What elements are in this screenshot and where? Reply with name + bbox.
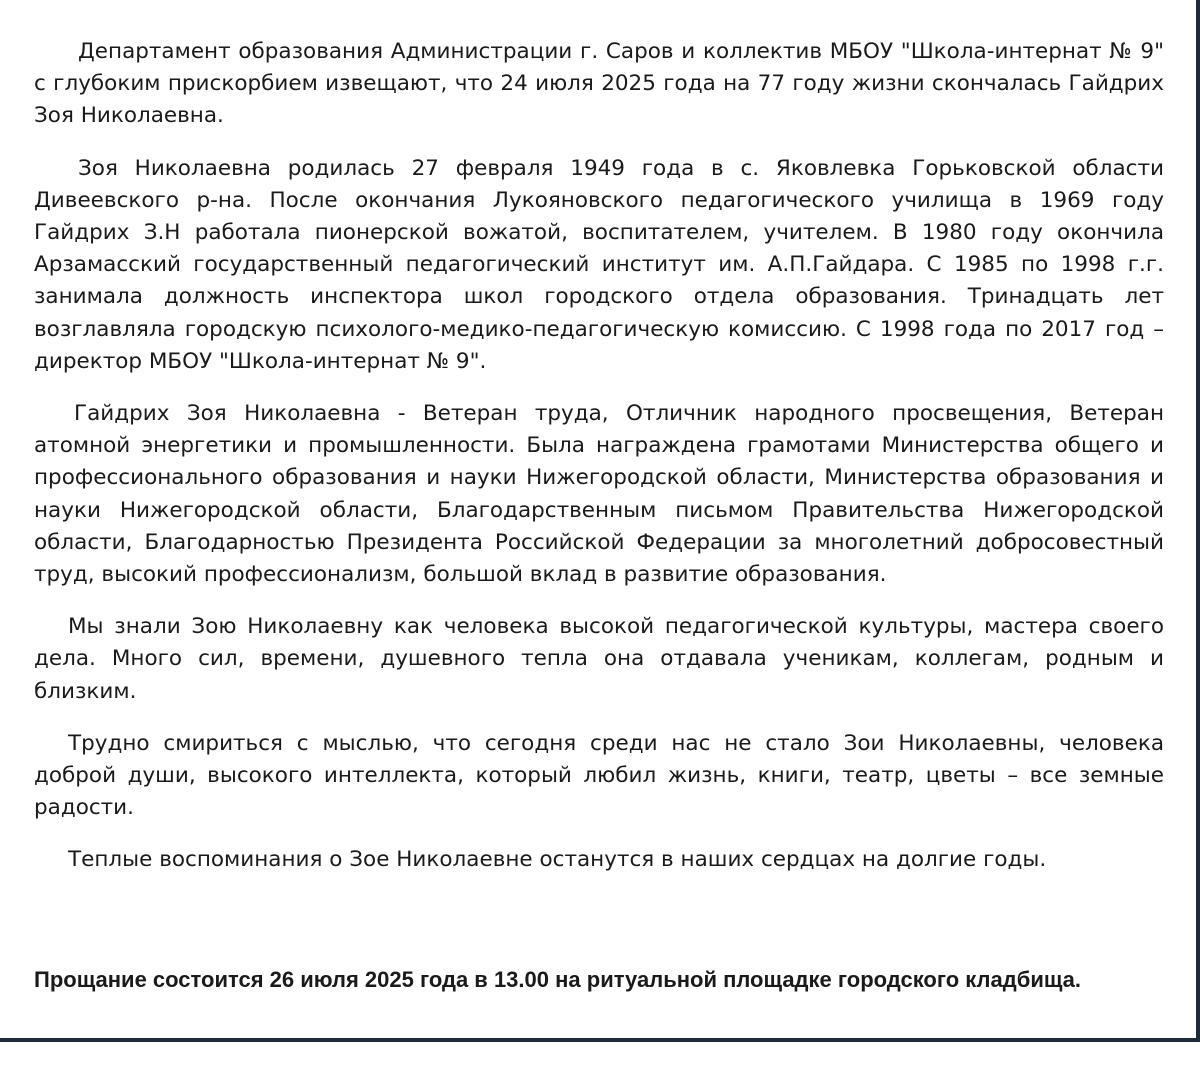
document-body xyxy=(34,36,1164,877)
paragraph-biography: Зоя Николаевна родилась 27 февраля 1949 года в с. Яковлевка Горьковской области Дивеевского р-на. После окончания Лукояновского педагогического училища в 1969 году Гайдрих З.Н работала пионерской вожатой, воспитателем, учителем. В 1980 году окончила Арзамасский государственный педагогический институт им. А.П.Гайдара. С 1985 по 1998 г.г. занимала должность инспектора школ городского отдела образования. Тринадцать лет возглавляла городскую психолого-медико-педагогическую комиссию. С 1998 года по 2017 год – директор МБОУ "Школа-интернат № 9". xyxy=(34,155,1164,374)
paragraph-announcement: Департамент образования Администрации г. Саров и коллектив МБОУ "Школа-интернат № 9" с глубоким прискорбием извещают, что 24 июля 2025 года на 77 году жизни скончалась Гайдрих Зоя Николаевна. xyxy=(34,39,1164,129)
funeral-notice: Прощание состоится 26 июля 2025 года в 13.00 на ритуальной площадке городского кладбища. xyxy=(34,967,1082,992)
paragraph-grief: Трудно смириться с мыслью, что сегодня среди нас не стало Зои Николаевны, человека доброй души, высокого интеллекта, который любил жизнь, книги, театр, цветы – все земные радости. xyxy=(34,730,1164,821)
paragraph-memories: Теплые воспоминания о Зое Николаевне останутся в наших сердцах на долгие годы. xyxy=(68,847,1047,873)
paragraph-awards: Гайдрих Зоя Николаевна - Ветеран труда, Отличник народного просвещения, Ветеран атомной энергетики и промышленности. Была награждена грамотами Министерства общего и профессионального образования и науки Нижегородской области, Министерства образования и науки Нижегородской области, Благодарственным письмом Правительства Нижегородской области, Благодарностью Президента Российской Федерации за многолетний добросовестный труд, высокий профессионализм, большой вклад в развитие образования. xyxy=(34,401,1164,588)
paragraph-character: Мы знали Зою Николаевну как человека высокой педагогической культуры, мастера своего дела. Много сил, времени, душевного тепла она отдавала ученикам, коллегам, родным и близким. xyxy=(34,614,1164,704)
